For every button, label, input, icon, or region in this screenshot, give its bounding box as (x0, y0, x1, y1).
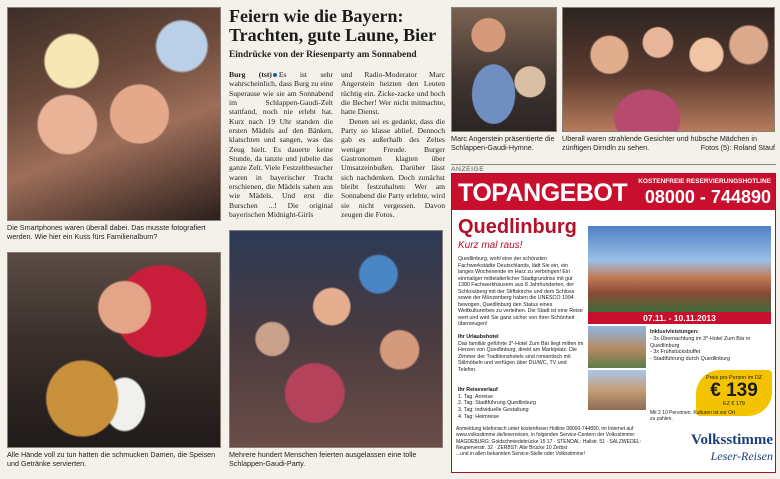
ad-program-item: 1. Tag: Anreise (458, 393, 493, 400)
photo-dirndl-girls (562, 7, 775, 132)
logo-main: Volksstimme (691, 432, 773, 448)
ad-booking-text: Anmeldung telefonisch unter kostenfreien Hotline 08000-744890, im Internet auf www.volksstimme.de/leserreisen, in folgenden Service-Centern der Volksstimme: (456, 426, 636, 439)
ad-label: ANZEIGE (451, 164, 776, 173)
article-column-2 (341, 70, 445, 220)
ad-banner (452, 174, 775, 210)
article-paragraph: Es ist sehr wahrscheinlich, dass Burg zu eine Superause wie sie am Sonnabend im Schlappen-Gaudi-Zelt stattfand, noch nie erlebt hat. Kurz nach 19 Uhr standen die ersten Mädels auf den Bänken, klatschten und sangen, was das Zeug hielt. Es dauerte keine Stunde, da tanzte und jubelte das ganze Zelt. Viele Festzeltbesucher waren in bayerischer Tracht erschienen, die Mädels sahen aus wie Mädels. Und erst die Burschen ...! Die original bayerischen Midnight-Girls (229, 70, 333, 220)
article-subhead: Eindrücke von der Riesenparty am Sonnabend (229, 50, 417, 60)
ad-tagline: Kurz mal raus! (458, 240, 523, 251)
ad-inclusion-item: - 3x Frühstücksbuffet (650, 349, 701, 356)
ad-banner-title: TOPANGEBOT (458, 179, 628, 207)
caption-photo1: Die Smartphones waren überall dabei. Das musste fotografiert werden. Wie hier ein Kuss fürs Familienalbum? (7, 224, 206, 241)
dateline: Burg (tst) (229, 70, 272, 79)
hotline-number: 08000 - 744890 (644, 187, 771, 207)
ad-persons-note: Mit 2 10 Personen. Kulturen ist vor Ort zu zahlen. (650, 410, 736, 423)
photo-waitress-beer (7, 252, 221, 448)
ad-service-centers: MAGDEBURG: Goldschmiedebrücke 15 17 · STENDAL: Hallstr. 51 · SALZWEDEL: Neuperverstr. 32 · ZERBST: Alte Brücke 10 Zerbst (456, 439, 642, 452)
ad-program (458, 387, 584, 421)
photo-moderator (451, 7, 557, 132)
photo-kiss (7, 7, 221, 221)
logo-sub: Leser-Reisen (710, 449, 773, 463)
caption-photo5: Überall waren strahlende Gesichter und hübsche Mädchen in zünftigen Dirndln zu sehen. (562, 135, 757, 152)
volksstimme-logo[interactable] (670, 432, 773, 464)
price-value: € 139 (710, 380, 758, 401)
ad-dates: 07.11. - 10.11.2013 (588, 312, 771, 324)
caption-photo3: Mehrere hundert Menschen feierten ausgelassen eine tolle Schlappen-Gaudi-Party. (229, 451, 417, 468)
travel-ad[interactable] (451, 173, 776, 473)
ad-city: Quedlinburg (458, 216, 577, 238)
photo-credit: Fotos (5): Roland Stauf (700, 144, 775, 152)
ad-program-item: 2. Tag: Stadtführung Quedlinburg (458, 400, 536, 407)
article-paragraph: und Radio-Moderator Marc Angerstein heizten den Leuten tüchtig ein. Zicke-zacke und hoch die Becher! Wer nicht mitmachte, hatte Dienst. (341, 70, 445, 117)
ad-hotel (458, 334, 584, 373)
ad-inclusion-item: - 3x Übernachtung im 3*-Hotel Zum Bär in Quedlinburg (650, 335, 751, 349)
caption-photo4: Marc Angerstein präsentierte die Schlappen-Gaudi-Hymne. (451, 135, 555, 152)
ad-program-title: Ihr Reiseverlauf (458, 387, 498, 393)
ad-program-item: 3. Tag: individuelle Gestaltung (458, 407, 529, 414)
ad-intro: Quedlinburg, wohl eine der schönsten Fachwerkstädte Deutschlands, lädt Sie ein, ein langes Wochenende im Harz zu verbringen! Ein einmaliger mittelalterlicher Stadtgrundriss mit gut 1300 Fachwerkhäusern aus 8 Jahrhunderten, der Schlossberg mit der Stiftskirche und dem Schloss sowie der Münzenberg haben die UNESCO 1994 bewogen, Quedlinburg den Status eines Weltkulturerbes zu verleihen. Die Stadt ist eine Reise wert und wird Sie ganz sicher von ihrer Schönheit überzeugen! (458, 256, 583, 327)
hotline-label: KOSTENFREIE RESERVIERUNGSHOTLINE (638, 178, 771, 185)
article-headline: Feiern wie die Bayern: Trachten, gute Laune, Bier (229, 6, 437, 45)
article-paragraph: Denen sei es gedankt, dass die Party so klasse ablief. Dennoch gab es außerhalb des Zeltes weniger Freude. Burger Gastronomen klagten über Umsatzeinbußen. Darüber lässt sich nachdenken. Doch zunächst bleibt festzuhalten: Wer am Sonnabend die Party erlebte, wird sie nicht vergessen. Davon zeugen die Fotos. (341, 116, 445, 220)
bullet-icon (273, 73, 277, 77)
price-label: Preis pro Person im DZ (705, 375, 763, 381)
ad-photo-castle (588, 326, 646, 368)
article-column-1 (229, 70, 333, 220)
ad-photo-street (588, 370, 646, 410)
ad-hotel-title: Ihr Urlaubshotel (458, 334, 499, 340)
ad-inclusions (650, 329, 772, 363)
ad-service-note: ...und in allen bekannten Service-Stelle oder Volksstimme! (456, 451, 585, 458)
ad-program-item: 4. Tag: Heimreise (458, 413, 500, 420)
price-single: EZ € 179 (723, 401, 745, 407)
ad-hotel-text: Das familiär geführte 3*-Hotel Zum Bär liegt mitten im Herzen von Quedlinburg, direkt am Marktplatz. Die Zimmer der Traditionshotels sind romantisch mit Stilmöbeln und verfügen über DU/WC, TV und Telefon. (458, 340, 584, 373)
ad-photo-quedlinburg-square (588, 226, 771, 312)
ad-inclusions-title: Inklusivleistungen: (650, 329, 699, 335)
caption-photo2: Alle Hände voll zu tun hatten die schmucken Damen, die Speisen und Getränke servierten. (7, 451, 216, 468)
ad-inclusion-item: - Stadtführung durch Quedlinburg (650, 356, 731, 363)
ad-booking (456, 426, 666, 457)
photo-crowd (229, 230, 443, 448)
